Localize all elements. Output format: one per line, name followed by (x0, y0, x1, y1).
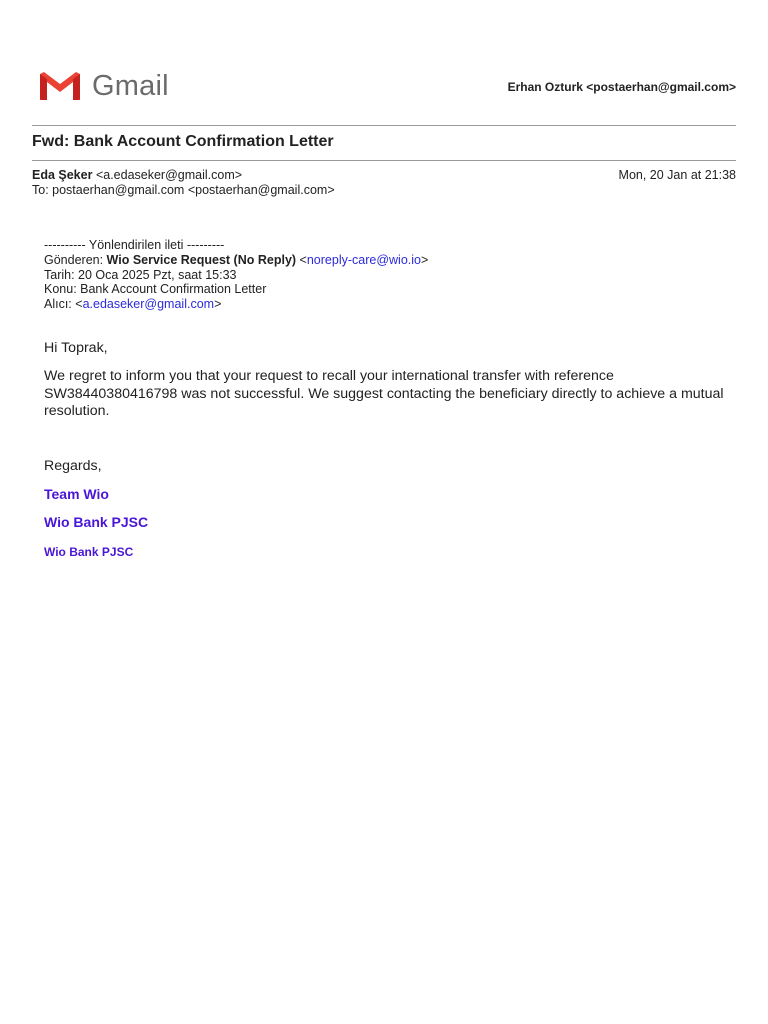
forward-to-line (44, 297, 428, 312)
gmail-wordmark: Gmail (92, 69, 169, 102)
sender-email: <a.edaseker@gmail.com> (95, 168, 243, 182)
divider-subject (32, 160, 736, 161)
forward-date-line: Tarih: 20 Oca 2025 Pzt, saat 15:33 (44, 267, 237, 282)
forward-subject-line: Konu: Bank Account Confirmation Letter (44, 282, 267, 297)
sender-name: Eda Şeker (32, 168, 93, 182)
forward-to-email-link[interactable]: a.edaseker@gmail.com (82, 297, 215, 312)
message-date: Mon, 20 Jan at 21:38 (618, 168, 736, 182)
forward-from-open: < (296, 252, 307, 267)
body-regards: Regards, (44, 458, 102, 474)
gmail-m-icon (38, 70, 82, 102)
forward-from-email-link[interactable]: noreply-care@wio.io (306, 252, 421, 267)
gmail-logo (38, 70, 169, 102)
forwarded-header (44, 238, 428, 312)
forward-from-line (44, 253, 428, 268)
signature-bank: Wio Bank PJSC (44, 514, 149, 530)
body-paragraph: We regret to inform you that your request to recall your international transfer with reference SW38440380416798 was not successful. We suggest contacting the beneficiary directly to achieve a mutual resolution. (44, 368, 724, 419)
forward-from-close: > (420, 252, 429, 267)
forward-from-label: Gönderen: (44, 252, 107, 267)
account-label: Erhan Ozturk <postaerhan@gmail.com> (507, 80, 736, 94)
message-subject: Fwd: Bank Account Confirmation Letter (32, 133, 334, 150)
forward-separator: ---------- Yönlendirilen ileti --------- (44, 238, 225, 252)
signature-team: Team Wio (44, 486, 109, 502)
forward-from-name: Wio Service Request (No Reply) (106, 252, 297, 267)
signature-bank-small: Wio Bank PJSC (44, 545, 134, 559)
divider-top (32, 125, 736, 126)
recipient-line: To: postaerhan@gmail.com <postaerhan@gmail.com> (32, 183, 335, 197)
forward-to-label: Alıcı: < (44, 297, 83, 312)
forward-to-close: > (214, 297, 222, 312)
sender-line (32, 168, 242, 182)
body-greeting: Hi Toprak, (44, 340, 108, 356)
